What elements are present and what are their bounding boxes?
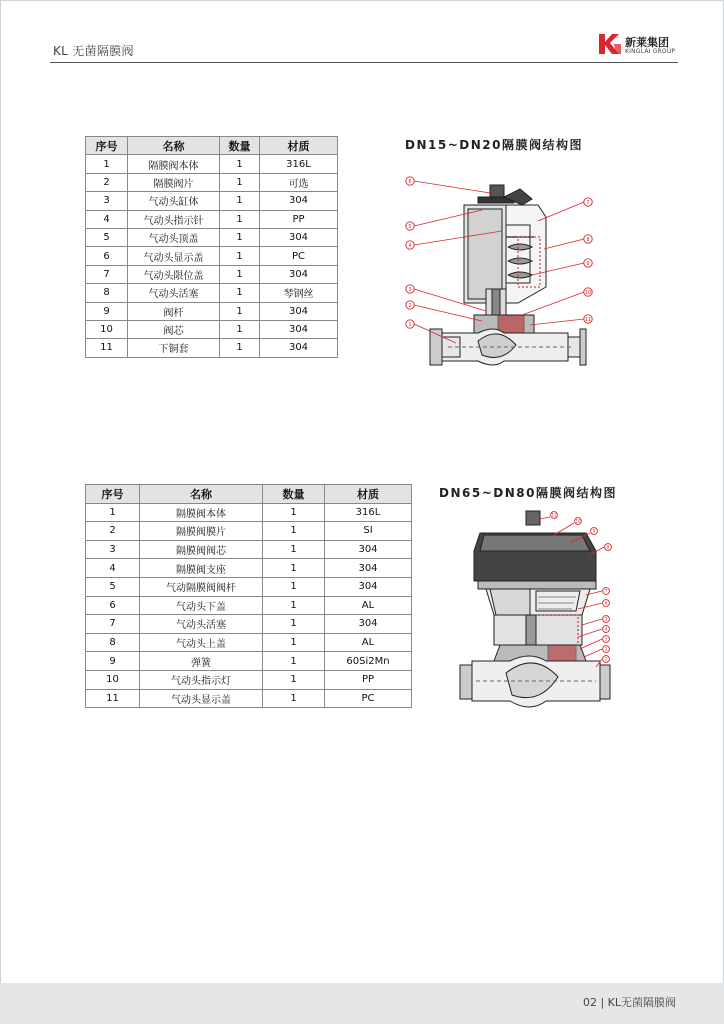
cell-quantity: 1 bbox=[263, 689, 325, 708]
callout-marker bbox=[406, 320, 414, 328]
callout-marker bbox=[584, 259, 592, 267]
callout-number: 9 bbox=[586, 260, 590, 267]
cell-index: 3 bbox=[86, 192, 128, 210]
cell-quantity: 1 bbox=[220, 210, 260, 228]
table-row bbox=[86, 559, 412, 578]
cell-quantity: 1 bbox=[220, 320, 260, 338]
cell-quantity: 1 bbox=[220, 173, 260, 191]
callout-number: 5 bbox=[604, 616, 608, 622]
footer-page-label: 02 | KL无菌隔膜阀 bbox=[582, 996, 676, 1009]
cell-name: 弹簧 bbox=[140, 652, 263, 671]
cell-quantity: 1 bbox=[220, 302, 260, 320]
cell-quantity: 1 bbox=[263, 577, 325, 596]
cell-name: 隔膜阀片 bbox=[128, 173, 220, 191]
table-row bbox=[86, 265, 338, 283]
cell-material: 304 bbox=[260, 228, 338, 246]
cell-index: 8 bbox=[86, 633, 140, 652]
cell-index: 9 bbox=[86, 652, 140, 671]
column-header-quantity: 数量 bbox=[263, 485, 325, 504]
cell-quantity: 1 bbox=[220, 228, 260, 246]
table-row bbox=[86, 689, 412, 708]
header-divider bbox=[50, 62, 678, 63]
callout-number: 8 bbox=[586, 236, 590, 243]
cell-material: SI bbox=[325, 522, 412, 541]
table-row bbox=[86, 540, 412, 559]
column-header-material: 材质 bbox=[260, 137, 338, 155]
callout-marker bbox=[406, 177, 414, 185]
cell-index: 10 bbox=[86, 670, 140, 689]
cell-name: 下铜套 bbox=[128, 339, 220, 357]
table-row bbox=[86, 633, 412, 652]
column-header-name: 名称 bbox=[140, 485, 263, 504]
column-header-index: 序号 bbox=[86, 137, 128, 155]
table-row bbox=[86, 339, 338, 357]
callout-marker bbox=[603, 656, 610, 663]
cell-material: PP bbox=[325, 670, 412, 689]
cell-name: 气动头上盖 bbox=[140, 633, 263, 652]
cell-name: 隔膜阀本体 bbox=[128, 155, 220, 173]
column-header-material: 材质 bbox=[325, 485, 412, 504]
callout-number: 10 bbox=[584, 289, 592, 296]
kinglai-logo-icon bbox=[597, 30, 623, 56]
cell-quantity: 1 bbox=[263, 615, 325, 634]
valve-structure-diagram-dn15-dn20 bbox=[398, 165, 608, 380]
cell-name: 阀杆 bbox=[128, 302, 220, 320]
cell-index: 6 bbox=[86, 247, 128, 265]
callout-number: 10 bbox=[575, 518, 581, 524]
cell-name: 气动头活塞 bbox=[140, 615, 263, 634]
callout-number: 6 bbox=[408, 178, 412, 185]
callout-number: 11 bbox=[584, 316, 592, 323]
cell-quantity: 1 bbox=[263, 670, 325, 689]
cell-index: 1 bbox=[86, 155, 128, 173]
cell-quantity: 1 bbox=[263, 596, 325, 615]
table-header-row bbox=[86, 485, 412, 504]
callout-marker bbox=[406, 285, 414, 293]
callout-marker bbox=[551, 512, 558, 519]
header-title: KL 无菌隔膜阀 bbox=[53, 44, 134, 58]
cell-material: AL bbox=[325, 596, 412, 615]
callout-number: 4 bbox=[604, 626, 608, 632]
callout-number: 5 bbox=[408, 223, 412, 230]
callout-marker bbox=[603, 636, 610, 643]
table-row bbox=[86, 503, 412, 522]
table-row bbox=[86, 320, 338, 338]
cell-index: 2 bbox=[86, 522, 140, 541]
cell-material: 304 bbox=[260, 339, 338, 357]
callout-number: 6 bbox=[604, 600, 608, 606]
cell-name: 气动隔膜阀阀杆 bbox=[140, 577, 263, 596]
cell-material: 304 bbox=[325, 615, 412, 634]
callout-number: 4 bbox=[408, 242, 412, 249]
cell-quantity: 1 bbox=[220, 265, 260, 283]
callout-marker bbox=[575, 518, 582, 525]
diagram-title-dn65-dn80: DN65~DN80隔膜阀结构图 bbox=[439, 486, 617, 500]
cell-index: 11 bbox=[86, 339, 128, 357]
table-header-row bbox=[86, 137, 338, 155]
callout-number: 3 bbox=[408, 286, 412, 293]
column-header-index: 序号 bbox=[86, 485, 140, 504]
cell-material: 可选 bbox=[260, 173, 338, 191]
callout-marker bbox=[603, 626, 610, 633]
callout-marker bbox=[591, 528, 598, 535]
callout-number: 9 bbox=[592, 528, 596, 534]
cell-material: 304 bbox=[325, 559, 412, 578]
cell-material: 304 bbox=[260, 192, 338, 210]
cell-index: 5 bbox=[86, 228, 128, 246]
table-row bbox=[86, 247, 338, 265]
callout-marker bbox=[406, 222, 414, 230]
cell-material: 60Si2Mn bbox=[325, 652, 412, 671]
callout-number: 2 bbox=[408, 302, 412, 309]
callout-marker bbox=[584, 198, 592, 206]
cell-name: 气动头显示盖 bbox=[128, 247, 220, 265]
cell-index: 7 bbox=[86, 615, 140, 634]
callout-number: 1 bbox=[604, 656, 608, 662]
cell-index: 1 bbox=[86, 503, 140, 522]
cell-material: 琴钢丝 bbox=[260, 284, 338, 302]
table-row bbox=[86, 522, 412, 541]
cell-index: 10 bbox=[86, 320, 128, 338]
cell-material: 316L bbox=[260, 155, 338, 173]
cell-quantity: 1 bbox=[220, 155, 260, 173]
cell-name: 隔膜阀本体 bbox=[140, 503, 263, 522]
callout-marker bbox=[406, 241, 414, 249]
cell-material: AL bbox=[325, 633, 412, 652]
cell-material: PC bbox=[260, 247, 338, 265]
table-row bbox=[86, 652, 412, 671]
cell-quantity: 1 bbox=[220, 192, 260, 210]
cell-material: 304 bbox=[325, 540, 412, 559]
cell-quantity: 1 bbox=[263, 633, 325, 652]
callout-number: 8 bbox=[606, 544, 610, 550]
cell-quantity: 1 bbox=[220, 247, 260, 265]
logo-english-name: KINGLAI GROUP bbox=[625, 48, 676, 55]
cell-name: 隔膜阀支座 bbox=[140, 559, 263, 578]
cell-material: 304 bbox=[260, 320, 338, 338]
callout-number: 7 bbox=[586, 199, 590, 206]
parts-table-dn65-dn80 bbox=[85, 484, 412, 708]
column-header-name: 名称 bbox=[128, 137, 220, 155]
cell-name: 气动头限位盖 bbox=[128, 265, 220, 283]
cell-quantity: 1 bbox=[263, 559, 325, 578]
cell-index: 4 bbox=[86, 210, 128, 228]
callout-number: 7 bbox=[604, 588, 608, 594]
callout-number: 2 bbox=[604, 646, 608, 652]
table-row bbox=[86, 577, 412, 596]
cell-material: PC bbox=[325, 689, 412, 708]
callout-marker bbox=[584, 315, 592, 323]
table-row bbox=[86, 284, 338, 302]
table-row bbox=[86, 615, 412, 634]
cell-index: 7 bbox=[86, 265, 128, 283]
table-row bbox=[86, 596, 412, 615]
callout-number: 1 bbox=[408, 321, 412, 328]
cell-index: 2 bbox=[86, 173, 128, 191]
cell-material: 304 bbox=[260, 302, 338, 320]
callout-marker bbox=[605, 544, 612, 551]
callout-marker bbox=[603, 600, 610, 607]
callout-marker bbox=[603, 588, 610, 595]
table-row bbox=[86, 173, 338, 191]
cell-index: 4 bbox=[86, 559, 140, 578]
cell-material: PP bbox=[260, 210, 338, 228]
table-row bbox=[86, 302, 338, 320]
cell-name: 气动头活塞 bbox=[128, 284, 220, 302]
cell-index: 3 bbox=[86, 540, 140, 559]
cell-index: 11 bbox=[86, 689, 140, 708]
table-row bbox=[86, 155, 338, 173]
cell-quantity: 1 bbox=[220, 339, 260, 357]
cell-material: 304 bbox=[325, 577, 412, 596]
cell-material: 304 bbox=[260, 265, 338, 283]
cell-quantity: 1 bbox=[220, 284, 260, 302]
diagram-title-dn15-dn20: DN15~DN20隔膜阀结构图 bbox=[405, 138, 583, 152]
cell-name: 隔膜阀膜片 bbox=[140, 522, 263, 541]
cell-name: 气动头顶盖 bbox=[128, 228, 220, 246]
cell-material: 316L bbox=[325, 503, 412, 522]
callout-marker bbox=[584, 288, 592, 296]
company-logo bbox=[597, 30, 679, 60]
cell-quantity: 1 bbox=[263, 540, 325, 559]
cell-name: 气动头缸体 bbox=[128, 192, 220, 210]
cell-index: 8 bbox=[86, 284, 128, 302]
callout-marker bbox=[406, 301, 414, 309]
cell-name: 隔膜阀阀芯 bbox=[140, 540, 263, 559]
cell-name: 气动头指示针 bbox=[128, 210, 220, 228]
logo-chinese-name: 新莱集团 bbox=[625, 36, 669, 49]
cell-quantity: 1 bbox=[263, 503, 325, 522]
valve-structure-diagram-dn65-dn80 bbox=[450, 505, 625, 720]
parts-table-dn15-dn20 bbox=[85, 136, 338, 358]
cell-name: 气动头指示灯 bbox=[140, 670, 263, 689]
callout-marker bbox=[603, 616, 610, 623]
cell-quantity: 1 bbox=[263, 522, 325, 541]
cell-name: 气动头显示盖 bbox=[140, 689, 263, 708]
table-row bbox=[86, 228, 338, 246]
table-row bbox=[86, 670, 412, 689]
cell-name: 阀芯 bbox=[128, 320, 220, 338]
cell-name: 气动头下盖 bbox=[140, 596, 263, 615]
cell-index: 5 bbox=[86, 577, 140, 596]
table-row bbox=[86, 192, 338, 210]
column-header-quantity: 数量 bbox=[220, 137, 260, 155]
callout-number: 3 bbox=[604, 636, 608, 642]
cell-quantity: 1 bbox=[263, 652, 325, 671]
callout-marker bbox=[603, 646, 610, 653]
table-row bbox=[86, 210, 338, 228]
cell-index: 9 bbox=[86, 302, 128, 320]
cell-index: 6 bbox=[86, 596, 140, 615]
callout-marker bbox=[584, 235, 592, 243]
callout-number: 11 bbox=[551, 512, 557, 518]
